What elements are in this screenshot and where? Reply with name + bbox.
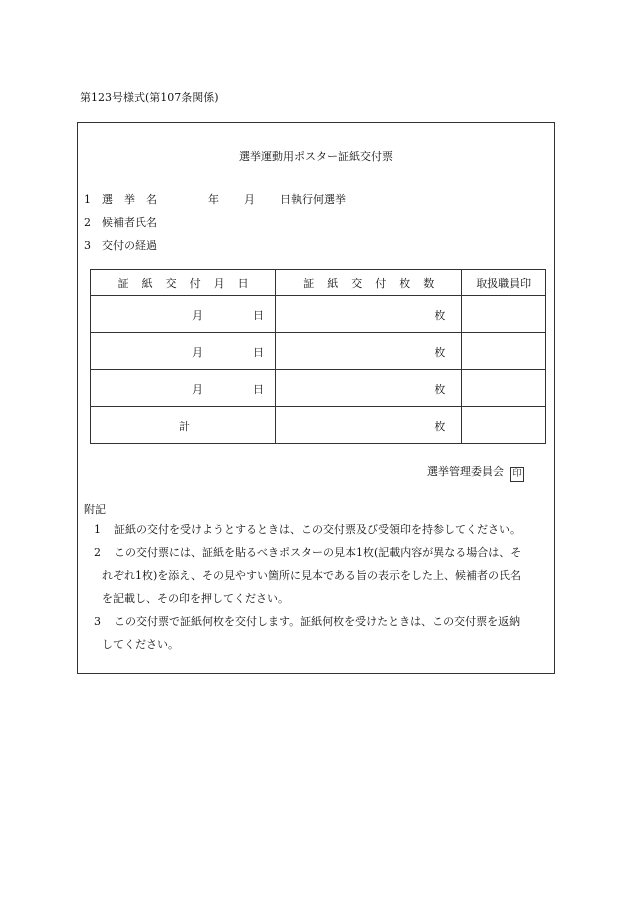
month-unit: 月 [244,193,255,206]
item-number: 1 [84,193,91,206]
month-unit: 月 [192,346,203,359]
item-label: 交付の経過 [102,239,157,252]
table-row [91,370,546,407]
note-item [94,518,549,541]
table-row [91,333,546,370]
count-cell [276,333,462,370]
note-number: 2 [94,546,101,559]
item-election-name [84,191,157,207]
note-line: れぞれ1枚)を添え、その見やすい箇所に見本である旨の表示をした上、候補者の氏名 [102,569,521,582]
date-cell [91,333,276,370]
seal-cell [462,296,546,333]
item-issuance-history [84,237,157,253]
notes-heading: 附記 [84,503,106,516]
seal-cell [462,407,546,444]
count-cell [276,296,462,333]
note-line: この交付票には、証紙を貼るべきポスターの見本1枚(記載内容が異なる場合は、そ [114,546,522,559]
note-item [94,610,549,656]
item-number: 2 [84,216,91,229]
seal-cell [462,370,546,407]
year-unit: 年 [208,193,219,206]
month-unit: 月 [192,309,203,322]
note-line: この交付票で証紙何枚を交付します。証紙何枚を受けたときは、この交付票を返納 [114,615,521,628]
form-frame [77,122,555,674]
item-number: 3 [84,239,91,252]
count-unit: 枚 [434,420,446,433]
item-label: 選 挙 名 [102,193,157,206]
committee-name: 選挙管理委員会 [427,465,504,478]
form-title: 選挙運動用ポスター証紙交付票 [239,150,393,163]
date-cell [91,370,276,407]
day-unit: 日 [253,346,264,359]
total-label: 計 [179,420,190,433]
note-number: 1 [94,523,101,536]
election-suffix: 日執行何選挙 [280,193,346,206]
item-candidate-name [84,214,157,230]
note-line: 証紙の交付を受けようとするときは、この交付票及び受領印を持参してください。 [114,523,521,536]
note-number: 3 [94,615,101,628]
table-row [91,296,546,333]
day-unit: 日 [253,309,264,322]
count-unit: 枚 [434,346,446,359]
table-total-row [91,407,546,444]
note-line: してください。 [102,638,179,651]
day-unit: 日 [253,383,264,396]
total-cell [91,407,276,444]
count-unit: 枚 [434,383,446,396]
count-cell [276,407,462,444]
committee-signature [427,463,524,482]
note-item [94,541,549,610]
table-header-row [91,270,546,296]
header-staff-seal: 取扱職員印 [462,270,546,296]
note-line: を記載し、その印を押してください。 [102,592,289,605]
issuance-table [90,269,546,444]
seal-cell [462,333,546,370]
seal-mark: 印 [510,467,524,482]
month-unit: 月 [192,383,203,396]
date-cell [91,296,276,333]
header-issue-count: 証紙交付枚数 [276,270,462,296]
count-unit: 枚 [434,309,446,322]
count-cell [276,370,462,407]
form-number: 第123号様式(第107条関係) [80,91,219,104]
header-issue-date: 証紙交付月日 [91,270,276,296]
item-label: 候補者氏名 [102,216,157,229]
